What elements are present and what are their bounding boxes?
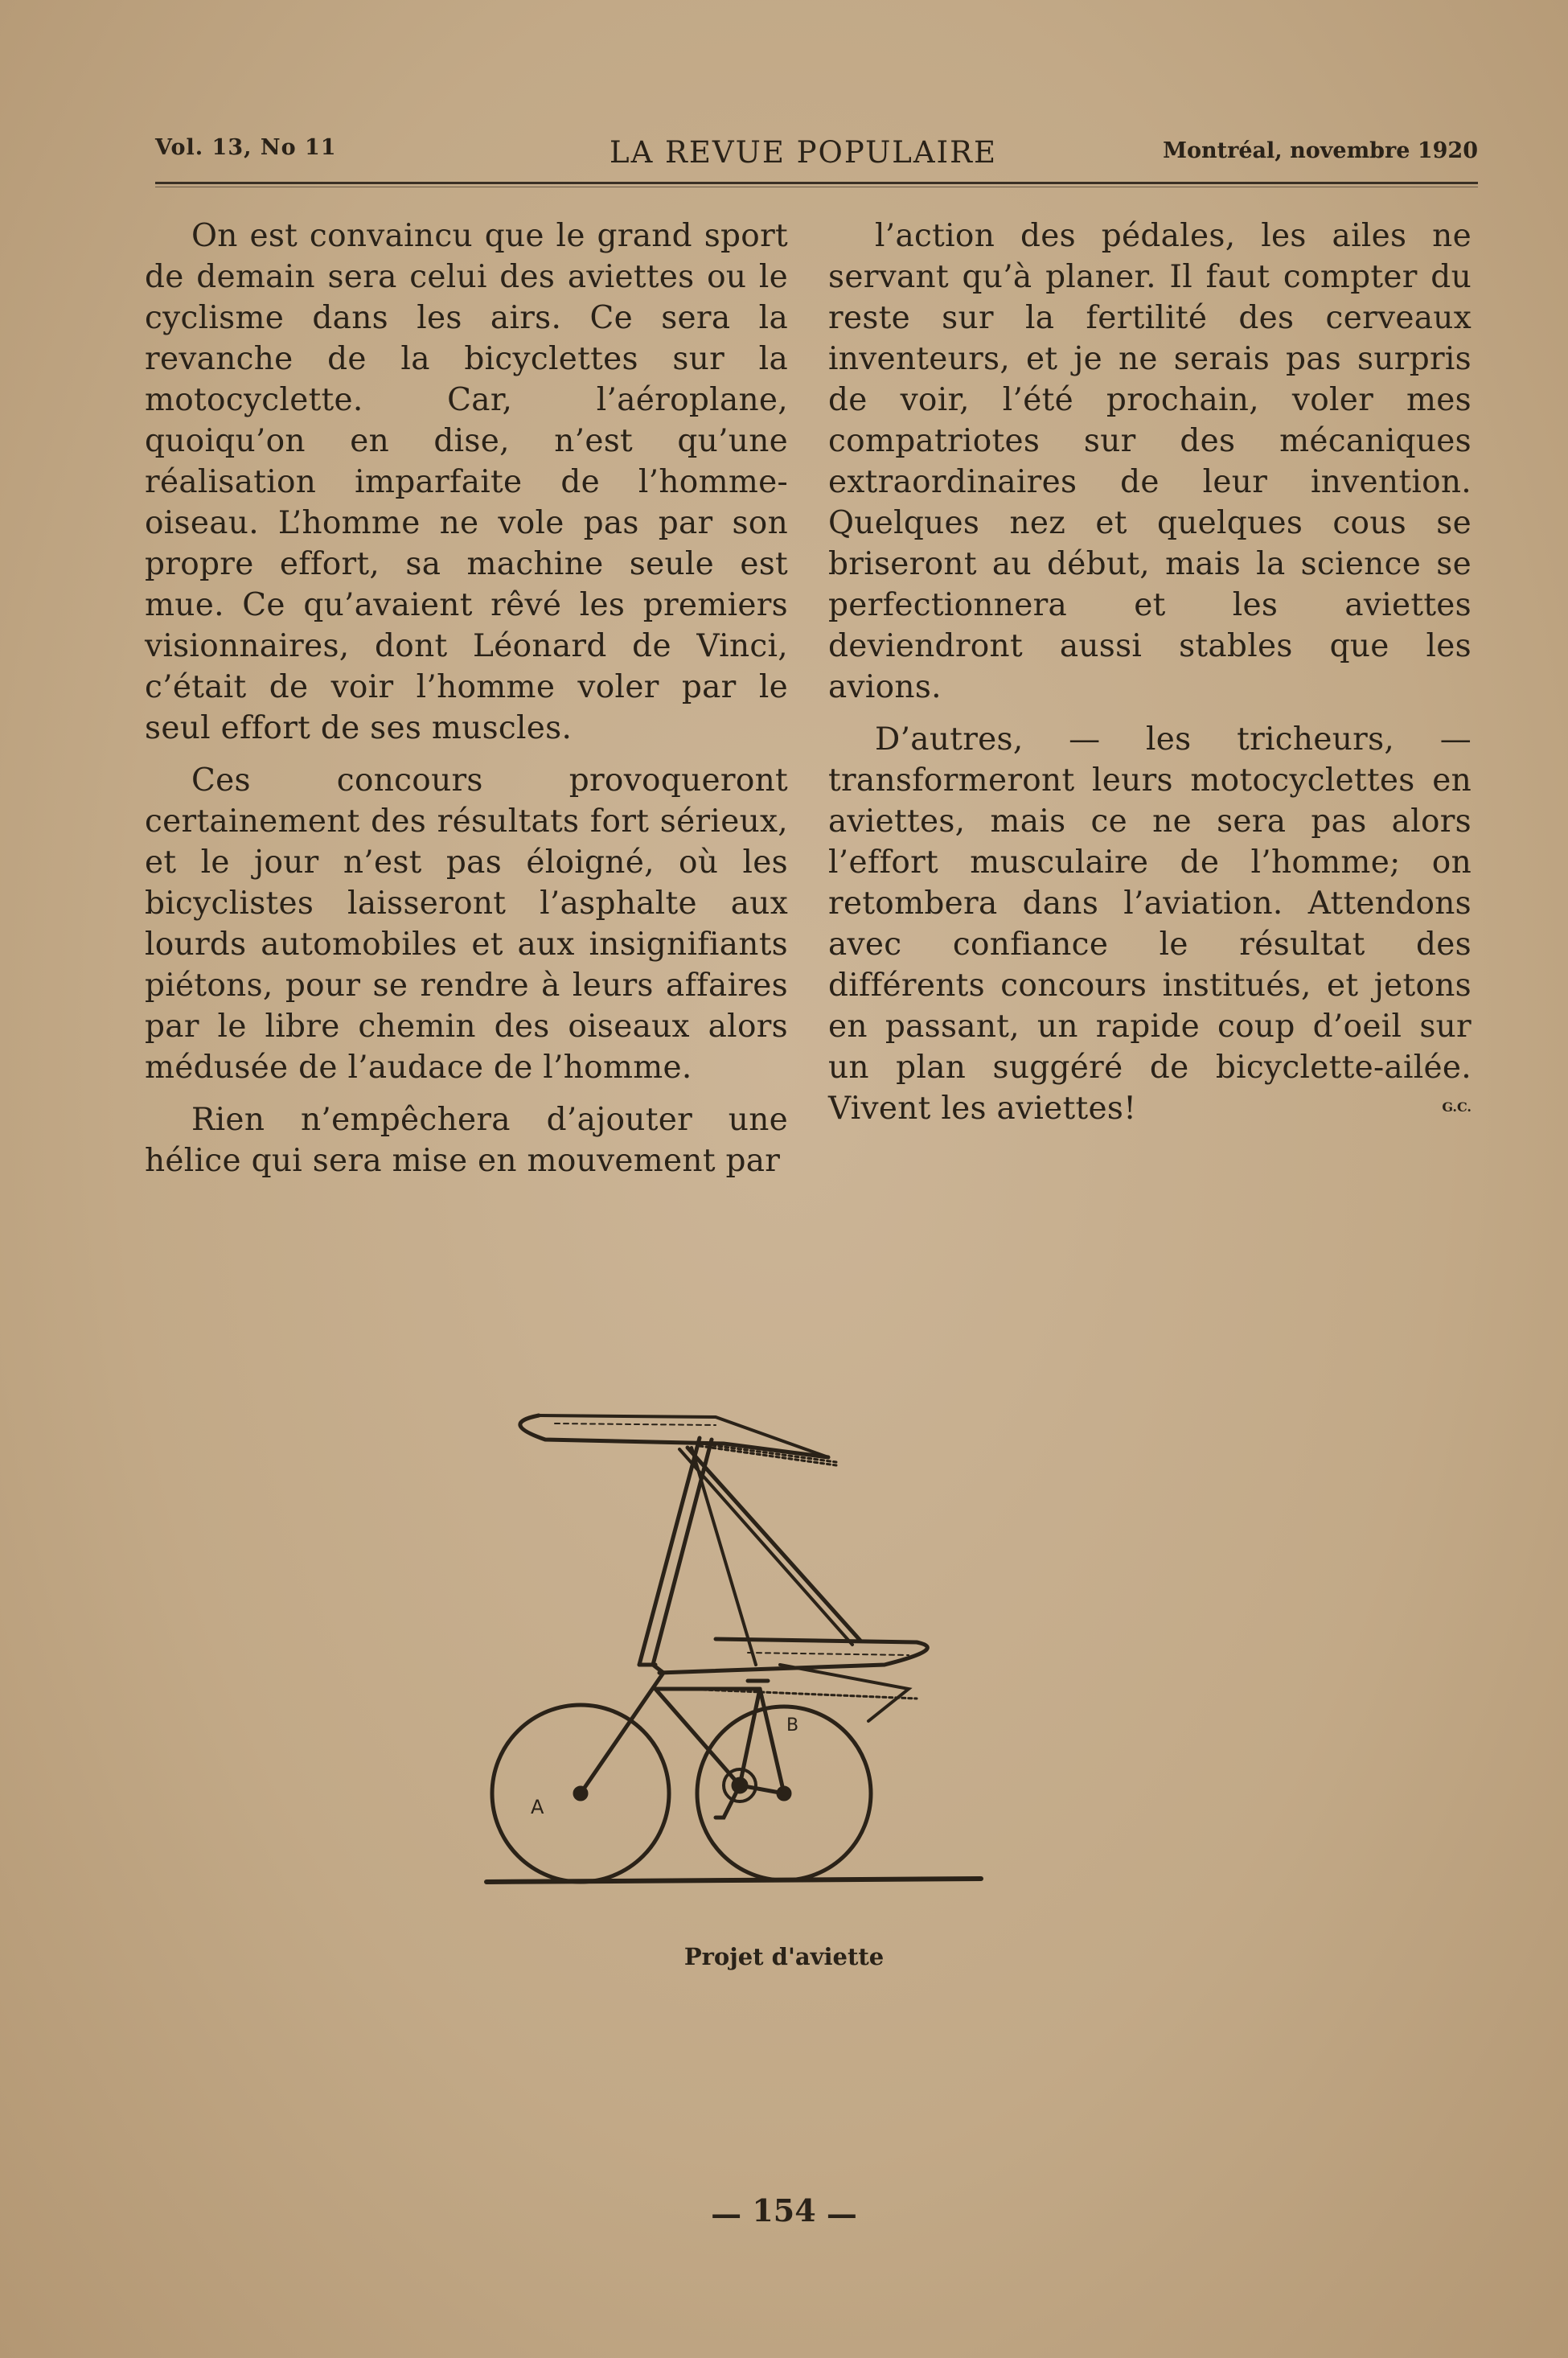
page-number: 154 [752,2192,816,2229]
left-column [145,216,788,1193]
place-date: Montréal, novembre 1920 [1163,138,1478,163]
paragraph-5: D’autres, — les tricheurs, — transformeront leurs motocyclettes en aviettes, mais ce ne sera pas alors l’effort musculaire de l’homme; on retombera dans l’aviation. Attendons avec confiance le résultat des différents concours institués, et jetons en passant, un rapide coup d’oeil sur un plan suggéré de bicyclette-ailée. Vivent les aviettes! [828,721,1472,1127]
label-b: B [786,1715,799,1736]
aviette-illustration [482,1399,1013,1930]
dash-left: — [711,2196,742,2232]
dash-right: — [826,2196,857,2232]
paragraph-1: On est convaincu que le grand sport de demain sera celui des aviettes ou le cyclisme dans les airs. Ce sera la revanche de la bicyclettes sur la motocyclette. Car, l’aéroplane, quoiqu’on en dise, n’est qu’une réalisation imparfaite de l’homme-oiseau. L’homme ne vole pas par son propre effort, sa machine seule est mue. Ce qu’avaient rêvé les premiers visionnaires, dont Léonard de Vinci, c’était de voir l’homme voler par le seul effort de ses muscles. [145,218,788,746]
label-a: A [531,1796,544,1818]
paragraph-2: Ces concours provoqueront certainement des résultats fort sérieux, et le jour n’est pas éloigné, où les bicyclistes laisseront l’asphalte aux lourds automobiles et aux insignifiants piétons, pour se rendre à leurs affaires par le libre chemin des oiseaux alors médusée de l’audace de l’homme. [145,762,788,1086]
right-column [828,216,1472,1127]
paragraph-3: Rien n’empêchera d’ajouter une hélice qui sera mise en mouvement par [145,1102,788,1179]
publication-title: LA REVUE POPULAIRE [610,135,998,170]
volume-number: Vol. 13, No 11 [155,135,337,160]
running-header [155,135,1478,172]
figure-caption: Projet d'aviette [683,1943,885,1970]
paragraph-4: l’action des pédales, les ailes ne servant qu’à planer. Il faut compter du reste sur la fertilité des cerveaux inventeurs, et je ne serais pas surpris de voir, l’été prochain, voler mes compatriotes sur des mécaniques extraordinaires de leur invention. Quelques nez et quelques cous se briseront au début, mais la science se perfectionnera et les aviettes deviendront aussi stables que les avions. [828,218,1472,705]
header-rule [155,182,1478,184]
author-signature: G.C. [1442,1099,1472,1115]
page-number-footer [0,2192,1568,2232]
